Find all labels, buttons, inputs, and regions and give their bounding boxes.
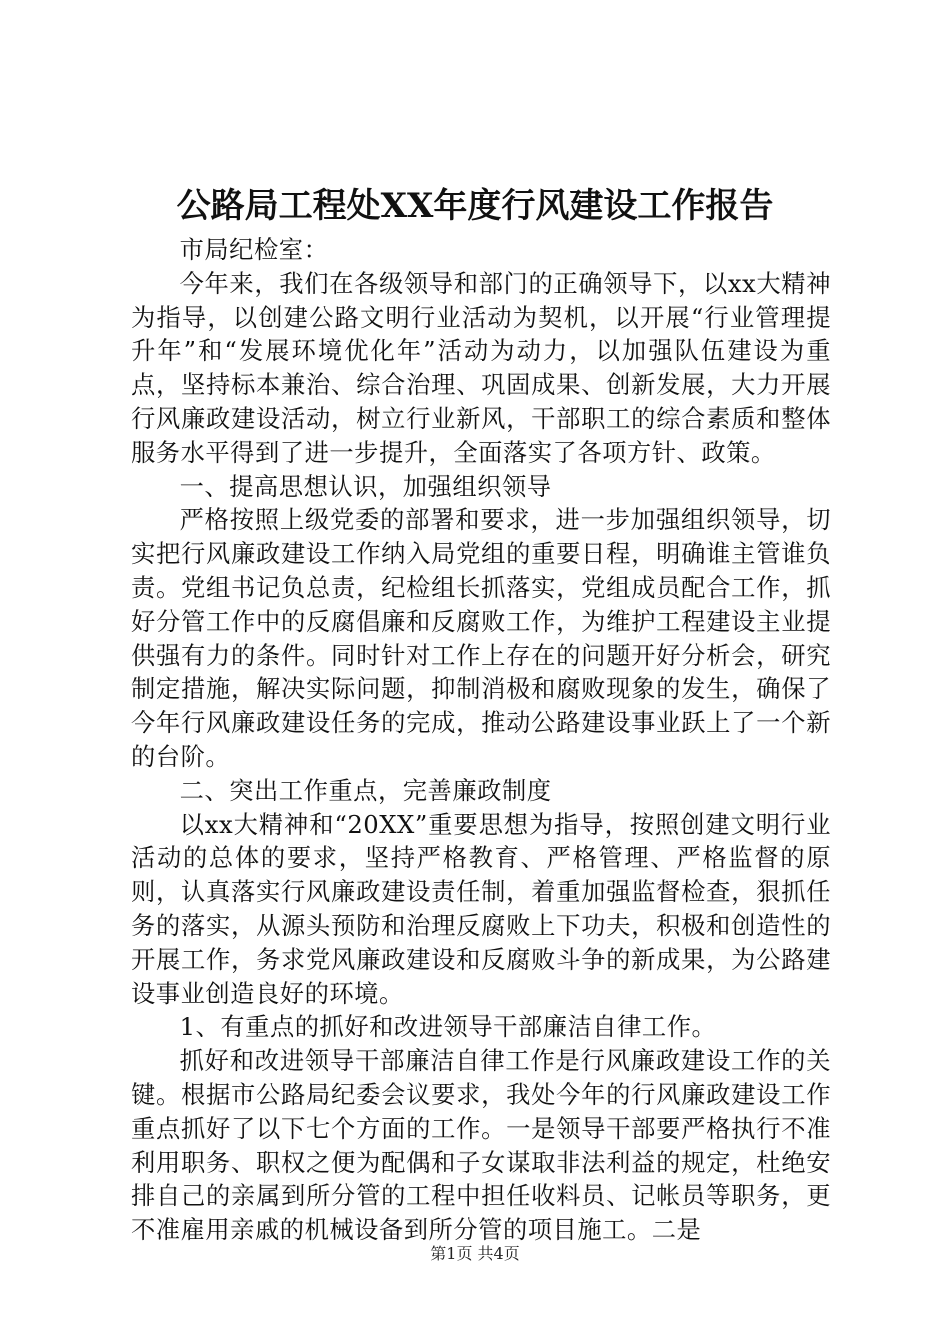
salutation: 市局纪检室：	[179, 235, 329, 264]
paragraph-section-1: 严格按照上级党委的部署和要求，进一步加强组织领导，切实把行风廉政建设工作纳入局党组的重要日程，明确谁主管谁负责。党组书记负总责，纪检组长抓落实，党组成员配合工作，抓好分管工作中的反腐倡廉和反腐败工作，为维护工程建设主业提供强有力的条件。同时针对工作上存在的问题开好分析会，研究制定措施，解决实际问题，抑制消极和腐败现象的发生，确保了今年行风廉政建设任务的完成，推动公路建设事业跃上了一个新的台阶。	[131, 505, 831, 771]
paragraph-section-2: 以xx大精神和“20XX”重要思想为指导，按照创建文明行业活动的总体的要求，坚持严格教育、严格管理、严格监督的原则，认真落实行风廉政建设责任制，着重加强监督检查，狠抓任务的落实，从源头预防和治理反腐败上下功夫，积极和创造性的开展工作，务求党风廉政建设和反腐败斗争的新成果，为公路建设事业创造良好的环境。	[131, 809, 831, 1008]
subsection-heading-1: 1、有重点的抓好和改进领导干部廉洁自律工作。	[179, 1012, 717, 1042]
paragraph-intro: 今年来，我们在各级领导和部门的正确领导下，以xx大精神为指导，以创建公路文明行业活动为契机，以开展“行业管理提升年”和“发展环境优化年”活动为动力，以加强队伍建设为重点，坚持标本兼治、综合治理、巩固成果、创新发展，大力开展行风廉政建设活动，树立行业新风，干部职工的综合素质和整体服务水平得到了进一步提升，全面落实了各项方针、政策。	[131, 268, 831, 467]
page-footer: 第1页 共4页	[430, 1244, 520, 1263]
section-heading-2: 二、突出工作重点，完善廉政制度	[179, 775, 552, 805]
paragraph-subsection-1: 抓好和改进领导干部廉洁自律工作是行风廉政建设工作的关键。根据市公路局纪委会议要求，我处今年的行风廉政建设工作重点抓好了以下七个方面的工作。一是领导干部要严格执行不准利用职务、职权之便为配偶和子女谋取非法利益的规定，杜绝安排自己的亲属到所分管的工程中担任收料员、记帐员等职务，更不准雇用亲戚的机械设备到所分管的项目施工。二是	[131, 1046, 831, 1245]
document-body	[131, 233, 831, 1247]
section-heading-1: 一、提高思想认识，加强组织领导	[179, 471, 552, 501]
document-title: 公路局工程处XX年度行风建设工作报告	[176, 186, 774, 226]
